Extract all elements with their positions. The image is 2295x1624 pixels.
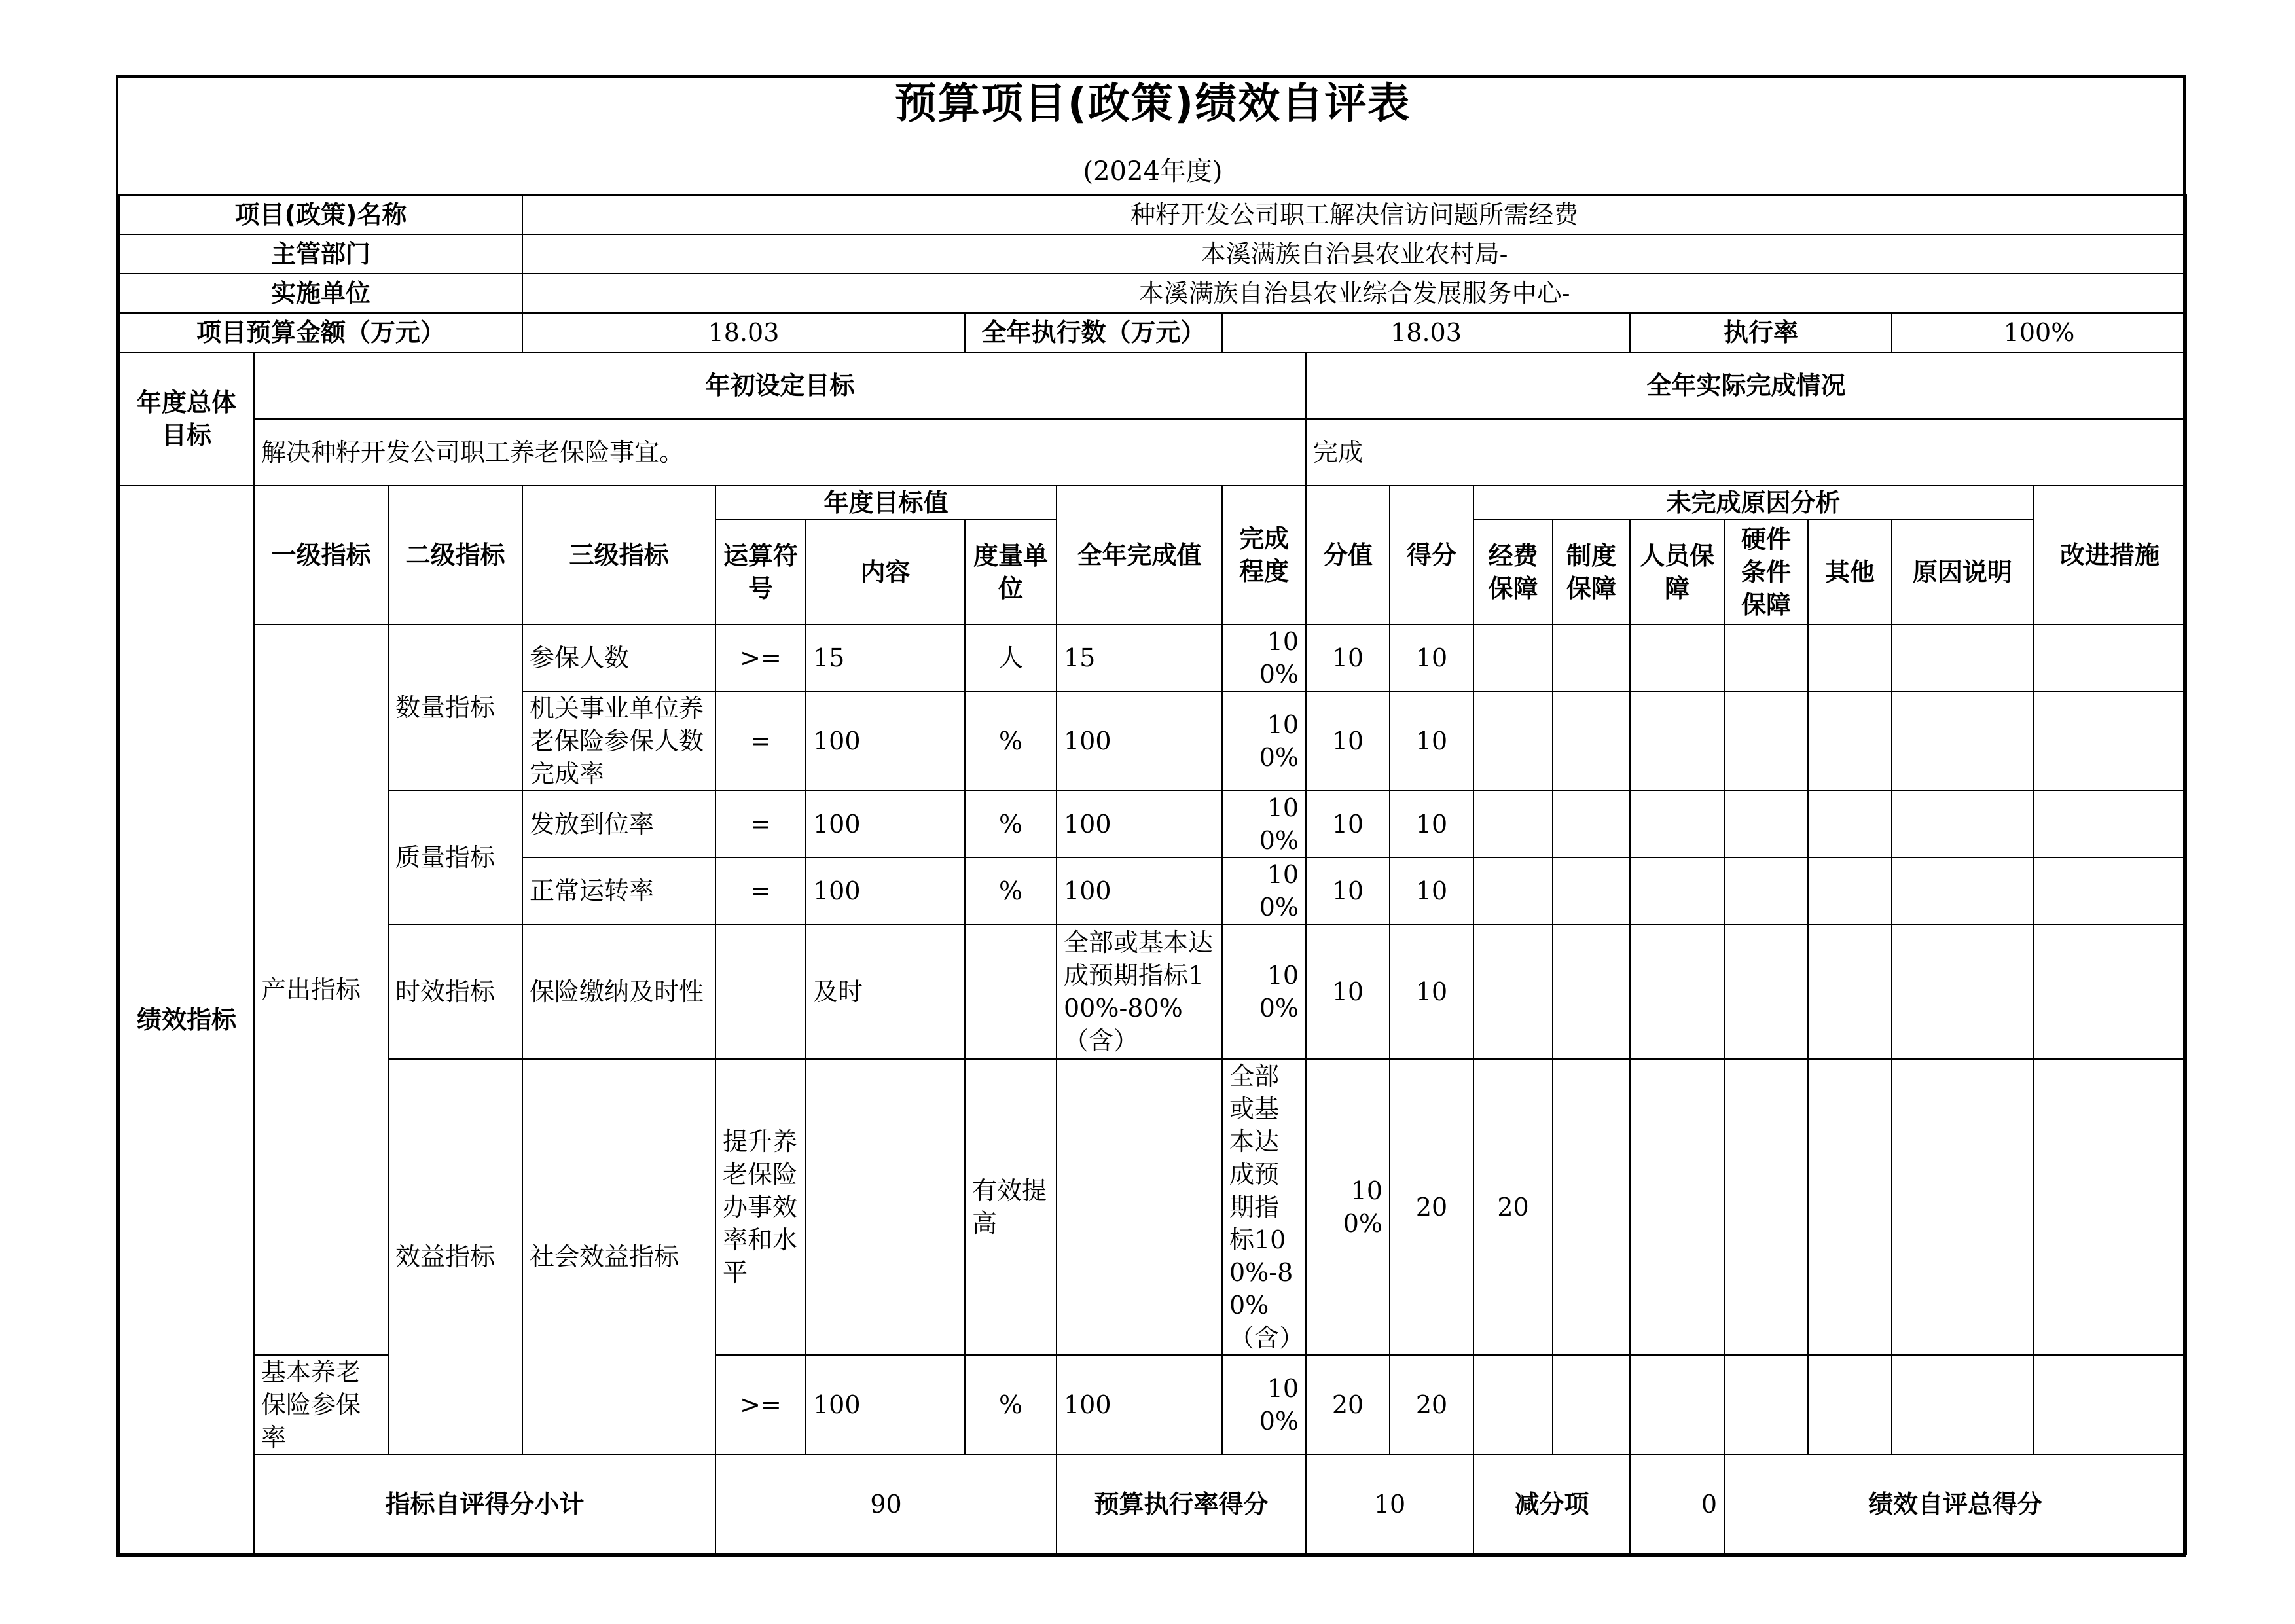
indicator-score: 20 (1473, 1059, 1553, 1355)
title-cell (119, 78, 2186, 195)
indicator-content: 100 (806, 857, 965, 924)
page-subtitle: (2024年度) (1083, 156, 1223, 187)
header-hardware: 硬件条件保障 (1724, 520, 1808, 624)
project-name-label: 项目(政策)名称 (119, 195, 522, 234)
indicator-score: 10 (1390, 791, 1473, 857)
indicator-full: 100 (1057, 691, 1222, 791)
budget-value: 18.03 (522, 313, 965, 352)
indicator-content: 100 (806, 691, 965, 791)
indicator-value: 20 (1306, 1355, 1390, 1454)
indicator-content: 及时 (806, 924, 965, 1059)
indicator-name: 参保人数 (522, 624, 715, 691)
perf-section-label: 绩效指标 (119, 486, 254, 1554)
indicator-name: 提升养老保险办事效率和水平 (715, 1059, 806, 1355)
executed-value: 18.03 (1222, 313, 1630, 352)
indicator-value: 10 (1306, 624, 1390, 691)
indicator-name: 正常运转率 (522, 857, 715, 924)
indicator-unit: % (965, 857, 1057, 924)
indicator-full: 15 (1057, 624, 1222, 691)
header-reason-group: 未完成原因分析 (1473, 486, 2033, 520)
indicator-op: >= (715, 1355, 806, 1454)
executed-label: 全年执行数（万元） (965, 313, 1222, 352)
target-header: 年初设定目标 (254, 352, 1306, 419)
deduct-value: 0 (1630, 1454, 1724, 1554)
indicator-unit: % (965, 1355, 1057, 1454)
goal-actual-text: 完成 (1306, 419, 2186, 486)
indicator-op (806, 1059, 965, 1355)
goal-label: 年度总体目标 (119, 352, 254, 486)
exec-score-label: 预算执行率得分 (1057, 1454, 1306, 1554)
group-benefit: 效益指标 (388, 1059, 522, 1454)
indicator-unit (1057, 1059, 1222, 1355)
indicator-value: 10 (1306, 857, 1390, 924)
indicator-unit (965, 924, 1057, 1059)
header-lvl1: 一级指标 (254, 486, 388, 624)
evaluation-sheet (116, 75, 2186, 1557)
dept-value: 本溪满族自治县农业农村局- (522, 234, 2186, 274)
indicator-score: 10 (1390, 624, 1473, 691)
exec-score-value: 10 (1306, 1454, 1473, 1554)
header-degree: 完成程度 (1222, 486, 1306, 624)
header-lvl2: 二级指标 (388, 486, 522, 624)
indicator-degree: 100% (1222, 691, 1306, 791)
dept-label: 主管部门 (119, 234, 522, 274)
indicator-op: = (715, 691, 806, 791)
page-title: 预算项目(政策)绩效自评表 (894, 80, 1411, 128)
header-unit: 度量单位 (965, 520, 1057, 624)
group-output: 产出指标 (254, 624, 388, 1355)
project-name: 种籽开发公司职工解决信访问题所需经费 (522, 195, 2186, 234)
indicator-op: = (715, 857, 806, 924)
indicator-score: 10 (1390, 691, 1473, 791)
indicator-degree: 100% (1222, 1355, 1306, 1454)
indicator-value: 10 (1306, 791, 1390, 857)
table-row (119, 1059, 2186, 1355)
indicator-degree: 100% (1222, 791, 1306, 857)
indicator-name: 保险缴纳及时性 (522, 924, 715, 1059)
group-social: 社会效益指标 (522, 1059, 715, 1454)
subtotal-value: 90 (715, 1454, 1057, 1554)
indicator-score: 10 (1390, 924, 1473, 1059)
header-full-year: 全年完成值 (1057, 486, 1222, 624)
header-improve: 改进措施 (2033, 486, 2186, 624)
header-other: 其他 (1808, 520, 1892, 624)
header-funding: 经费保障 (1473, 520, 1553, 624)
indicator-op: = (715, 791, 806, 857)
header-lvl3: 三级指标 (522, 486, 715, 624)
indicator-full: 全部或基本达成预期指标100%-80%（含） (1057, 924, 1222, 1059)
indicator-score: 10 (1390, 857, 1473, 924)
subtotal-label: 指标自评得分小计 (254, 1454, 715, 1554)
indicator-degree: 100% (1222, 857, 1306, 924)
indicator-degree: 100% (1222, 624, 1306, 691)
indicator-name: 基本养老保险参保率 (254, 1355, 388, 1454)
header-op: 运算符号 (715, 520, 806, 624)
indicator-degree: 100% (1306, 1059, 1390, 1355)
deduct-label: 减分项 (1473, 1454, 1630, 1554)
group-timeliness: 时效指标 (388, 924, 522, 1059)
indicator-unit: % (965, 791, 1057, 857)
indicator-name: 发放到位率 (522, 791, 715, 857)
goal-target-text: 解决种籽开发公司职工养老保险事宜。 (254, 419, 1306, 486)
actual-header: 全年实际完成情况 (1306, 352, 2186, 419)
evaluation-table (118, 78, 2187, 1555)
indicator-content: 100 (806, 791, 965, 857)
indicator-op: >= (715, 624, 806, 691)
indicator-content: 15 (806, 624, 965, 691)
indicator-full: 100 (1057, 1355, 1222, 1454)
budget-label: 项目预算金额（万元） (119, 313, 522, 352)
table-row (119, 791, 2186, 857)
indicator-name: 机关事业单位养老保险参保人数完成率 (522, 691, 715, 791)
rate-value: 100% (1892, 313, 2186, 352)
indicator-value: 20 (1390, 1059, 1473, 1355)
rate-label: 执行率 (1630, 313, 1892, 352)
indicator-content: 有效提高 (965, 1059, 1057, 1355)
header-reason: 原因说明 (1892, 520, 2033, 624)
indicator-degree: 100% (1222, 924, 1306, 1059)
header-system: 制度保障 (1553, 520, 1630, 624)
indicator-content: 100 (806, 1355, 965, 1454)
unit-label: 实施单位 (119, 274, 522, 313)
header-content: 内容 (806, 520, 965, 624)
header-target-group: 年度目标值 (715, 486, 1057, 520)
header-score-value: 分值 (1306, 486, 1390, 624)
table-row (119, 924, 2186, 1059)
indicator-full: 100 (1057, 857, 1222, 924)
indicator-full: 全部或基本达成预期指标100%-80%（含） (1222, 1059, 1306, 1355)
indicator-value: 10 (1306, 924, 1390, 1059)
unit-value: 本溪满族自治县农业综合发展服务中心- (522, 274, 2186, 313)
header-staff: 人员保障 (1630, 520, 1724, 624)
header-score: 得分 (1390, 486, 1473, 624)
group-quality: 质量指标 (388, 791, 522, 924)
indicator-op (715, 924, 806, 1059)
table-row (119, 624, 2186, 691)
indicator-score: 20 (1390, 1355, 1473, 1454)
indicator-unit: 人 (965, 624, 1057, 691)
group-quantity: 数量指标 (388, 624, 522, 791)
indicator-unit: % (965, 691, 1057, 791)
indicator-value: 10 (1306, 691, 1390, 791)
total-label: 绩效自评总得分 (1724, 1454, 2186, 1554)
indicator-full: 100 (1057, 791, 1222, 857)
